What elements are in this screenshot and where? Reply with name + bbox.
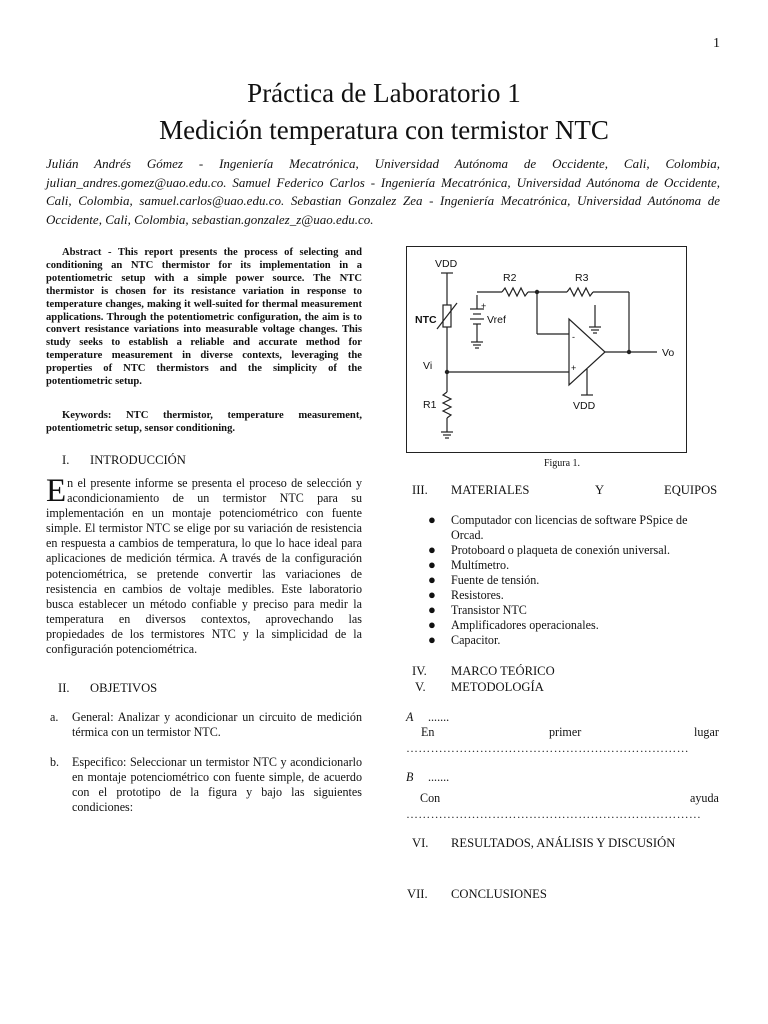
objective-marker: a.	[50, 710, 59, 724]
section-number: I.	[62, 453, 70, 467]
list-item	[406, 603, 722, 618]
list-item-text: Resistores.	[451, 588, 504, 602]
section-title: RESULTADOS, ANÁLISIS Y DISCUSIÓN	[451, 836, 676, 850]
section-title: OBJETIVOS	[90, 681, 158, 695]
label-vo: Vo	[662, 347, 675, 359]
section-number: V.	[415, 680, 426, 694]
method-a-word-3: lugar	[694, 725, 719, 739]
label-vi: Vi	[423, 360, 433, 372]
label-r2: R2	[503, 272, 517, 284]
method-b-word-1: Con	[420, 791, 441, 805]
materials-list	[406, 513, 722, 648]
label-r3: R3	[575, 272, 589, 284]
document-title	[0, 75, 768, 149]
subsection-a-dots: .......	[428, 710, 450, 724]
section-heading-metodologia	[415, 679, 715, 695]
label-vdd-top: VDD	[435, 258, 458, 270]
subsection-b-dots: .......	[428, 770, 450, 784]
method-b-dotted-line: ………………………………………………………………	[406, 807, 702, 821]
label-opamp-plus: +	[571, 363, 577, 373]
section-heading-objetivos	[58, 680, 348, 696]
list-item	[406, 513, 722, 543]
section-title: METODOLOGÍA	[451, 680, 544, 694]
method-a-word-2: primer	[549, 725, 582, 739]
list-item	[406, 558, 722, 573]
list-item	[406, 543, 722, 558]
bullet-icon: ●	[428, 542, 436, 557]
section-number: VI.	[412, 836, 429, 850]
section-heading-marco-teorico	[412, 663, 712, 679]
drop-cap: E	[46, 473, 67, 509]
bullet-icon: ●	[428, 617, 436, 632]
list-item-text: Fuente de tensión.	[451, 573, 540, 587]
objective-text: Especifico: Seleccionar un termistor NTC y acondicionarlo en montaje potenciométrico con fuente simple, de acuerdo con el prototipo de la figura y bajo las siguientes condiciones:	[72, 755, 362, 815]
section-title: MATERIALES	[451, 483, 530, 497]
figure-circuit-schematic	[406, 246, 687, 453]
abstract-text: Abstract - This report presents the process of selecting and conditioning an NTC thermistor for its implementation in a potentiometric setup with a simple power source. The NTC thermistor is chosen for its resistance variation in response to temperature changes, making it well-suited for thermal measurement applications. Through the potentiometric configuration, the aim is to convert resistance variations into measurable voltage changes. This study seeks to establish a reliable and accurate method for temperature measurement in diverse contexts, leveraging the properties of NTC thermistors and the simplicity of the potentiometric setup.	[46, 247, 362, 388]
section-title: INTRODUCCIÓN	[90, 453, 186, 467]
section-heading-introduccion	[62, 452, 352, 468]
section-number: II.	[58, 681, 70, 695]
list-item	[406, 633, 722, 648]
list-item	[406, 618, 722, 633]
bullet-icon: ●	[428, 632, 436, 647]
introduction-paragraph	[46, 473, 362, 657]
objective-text: General: Analizar y acondicionar un circuito de medición térmica con un termistor NTC.	[72, 710, 362, 740]
method-a-dotted-line: ……………………………………………………………	[406, 741, 689, 755]
subsection-b-label: B	[406, 770, 414, 784]
objective-item	[46, 755, 362, 815]
list-item-text: Protoboard o plaqueta de conexión universal.	[451, 543, 670, 557]
subsection-a-label: A	[406, 710, 414, 724]
method-b-word-2: ayuda	[690, 791, 719, 805]
label-battery-plus: +	[481, 301, 487, 311]
section-title-equipos: EQUIPOS	[664, 483, 718, 497]
section-number: III.	[412, 483, 428, 497]
abstract	[46, 247, 362, 389]
figure-caption: Figura 1.	[543, 458, 581, 469]
section-heading-resultados	[412, 835, 722, 851]
author-block: Julián Andrés Gómez - Ingeniería Mecatrónica, Universidad Autónoma de Occidente, Cali, Colombia, julian_andres.gomez@uao.edu.co. Samuel Federico Carlos - Ingeniería Mecatrónica, Universidad Autónoma de Occidente, Cali, Colombia, samuel.carlos@uao.edu.co. Sebastian Gonzalez Zea - Ingeniería Mecatrónica, Universidad Autónoma de Occidente, Cali, Colombia, sebastian.gonzalez_z@uao.edu.co.	[46, 156, 720, 227]
title-line-1: Práctica de Laboratorio 1	[247, 78, 521, 108]
section-heading-conclusiones	[407, 886, 717, 902]
label-vdd-bottom: VDD	[573, 400, 596, 412]
section-number: IV.	[412, 664, 427, 678]
list-item-text: Transistor NTC	[451, 603, 527, 617]
circuit-diagram	[407, 247, 688, 454]
page-number: 1	[713, 36, 720, 51]
list-item-text: Amplificadores operacionales.	[451, 618, 599, 632]
keywords-text: Keywords: NTC thermistor, temperature measurement, potentiometric setup, sensor conditioning.	[46, 410, 362, 434]
section-title-y: Y	[595, 483, 605, 497]
label-r1: R1	[423, 399, 437, 411]
section-number: VII.	[407, 887, 428, 901]
label-opamp-minus: -	[572, 332, 575, 342]
list-item	[406, 573, 722, 588]
bullet-icon: ●	[428, 587, 436, 602]
section-title: CONCLUSIONES	[451, 887, 547, 901]
objective-item	[46, 710, 362, 740]
label-ntc: NTC	[415, 314, 437, 326]
list-item	[406, 588, 722, 603]
bullet-icon: ●	[428, 512, 436, 527]
bullet-icon: ●	[428, 572, 436, 587]
label-vref: Vref	[487, 314, 506, 326]
introduction-text: n el presente informe se presenta el proceso de selección y acondicionamiento de un termistor NTC para su implementación en un montaje potenciométrico con fuente simple. El termistor NTC se elige por su variación de resistencia en respuesta a cambios de temperatura, lo que lo hace ideal para aplicaciones de medición térmica. A través de la configuración potenciométrica, se pretende convertir las variaciones de resistencia en cambios de voltaje medibles. Este laboratorio busca establecer un método confiable y preciso para medir la temperatura en diversos contextos, aprovechando las propiedades de los termistores NTC y la simplicidad de la configuración potenciométrica.	[46, 476, 362, 657]
list-item-text: Multímetro.	[451, 558, 510, 572]
bullet-icon: ●	[428, 602, 436, 617]
list-item-text: Capacitor.	[451, 633, 501, 647]
list-item-text: Computador con licencias de software PSpice de Orcad.	[451, 513, 688, 542]
method-a-word-1: En	[421, 725, 435, 739]
objective-marker: b.	[50, 755, 60, 769]
keywords	[46, 410, 362, 436]
section-heading-materiales	[412, 482, 722, 498]
title-line-2: Medición temperatura con termistor NTC	[159, 115, 609, 145]
section-title: MARCO TEÓRICO	[451, 664, 555, 678]
bullet-icon: ●	[428, 557, 436, 572]
